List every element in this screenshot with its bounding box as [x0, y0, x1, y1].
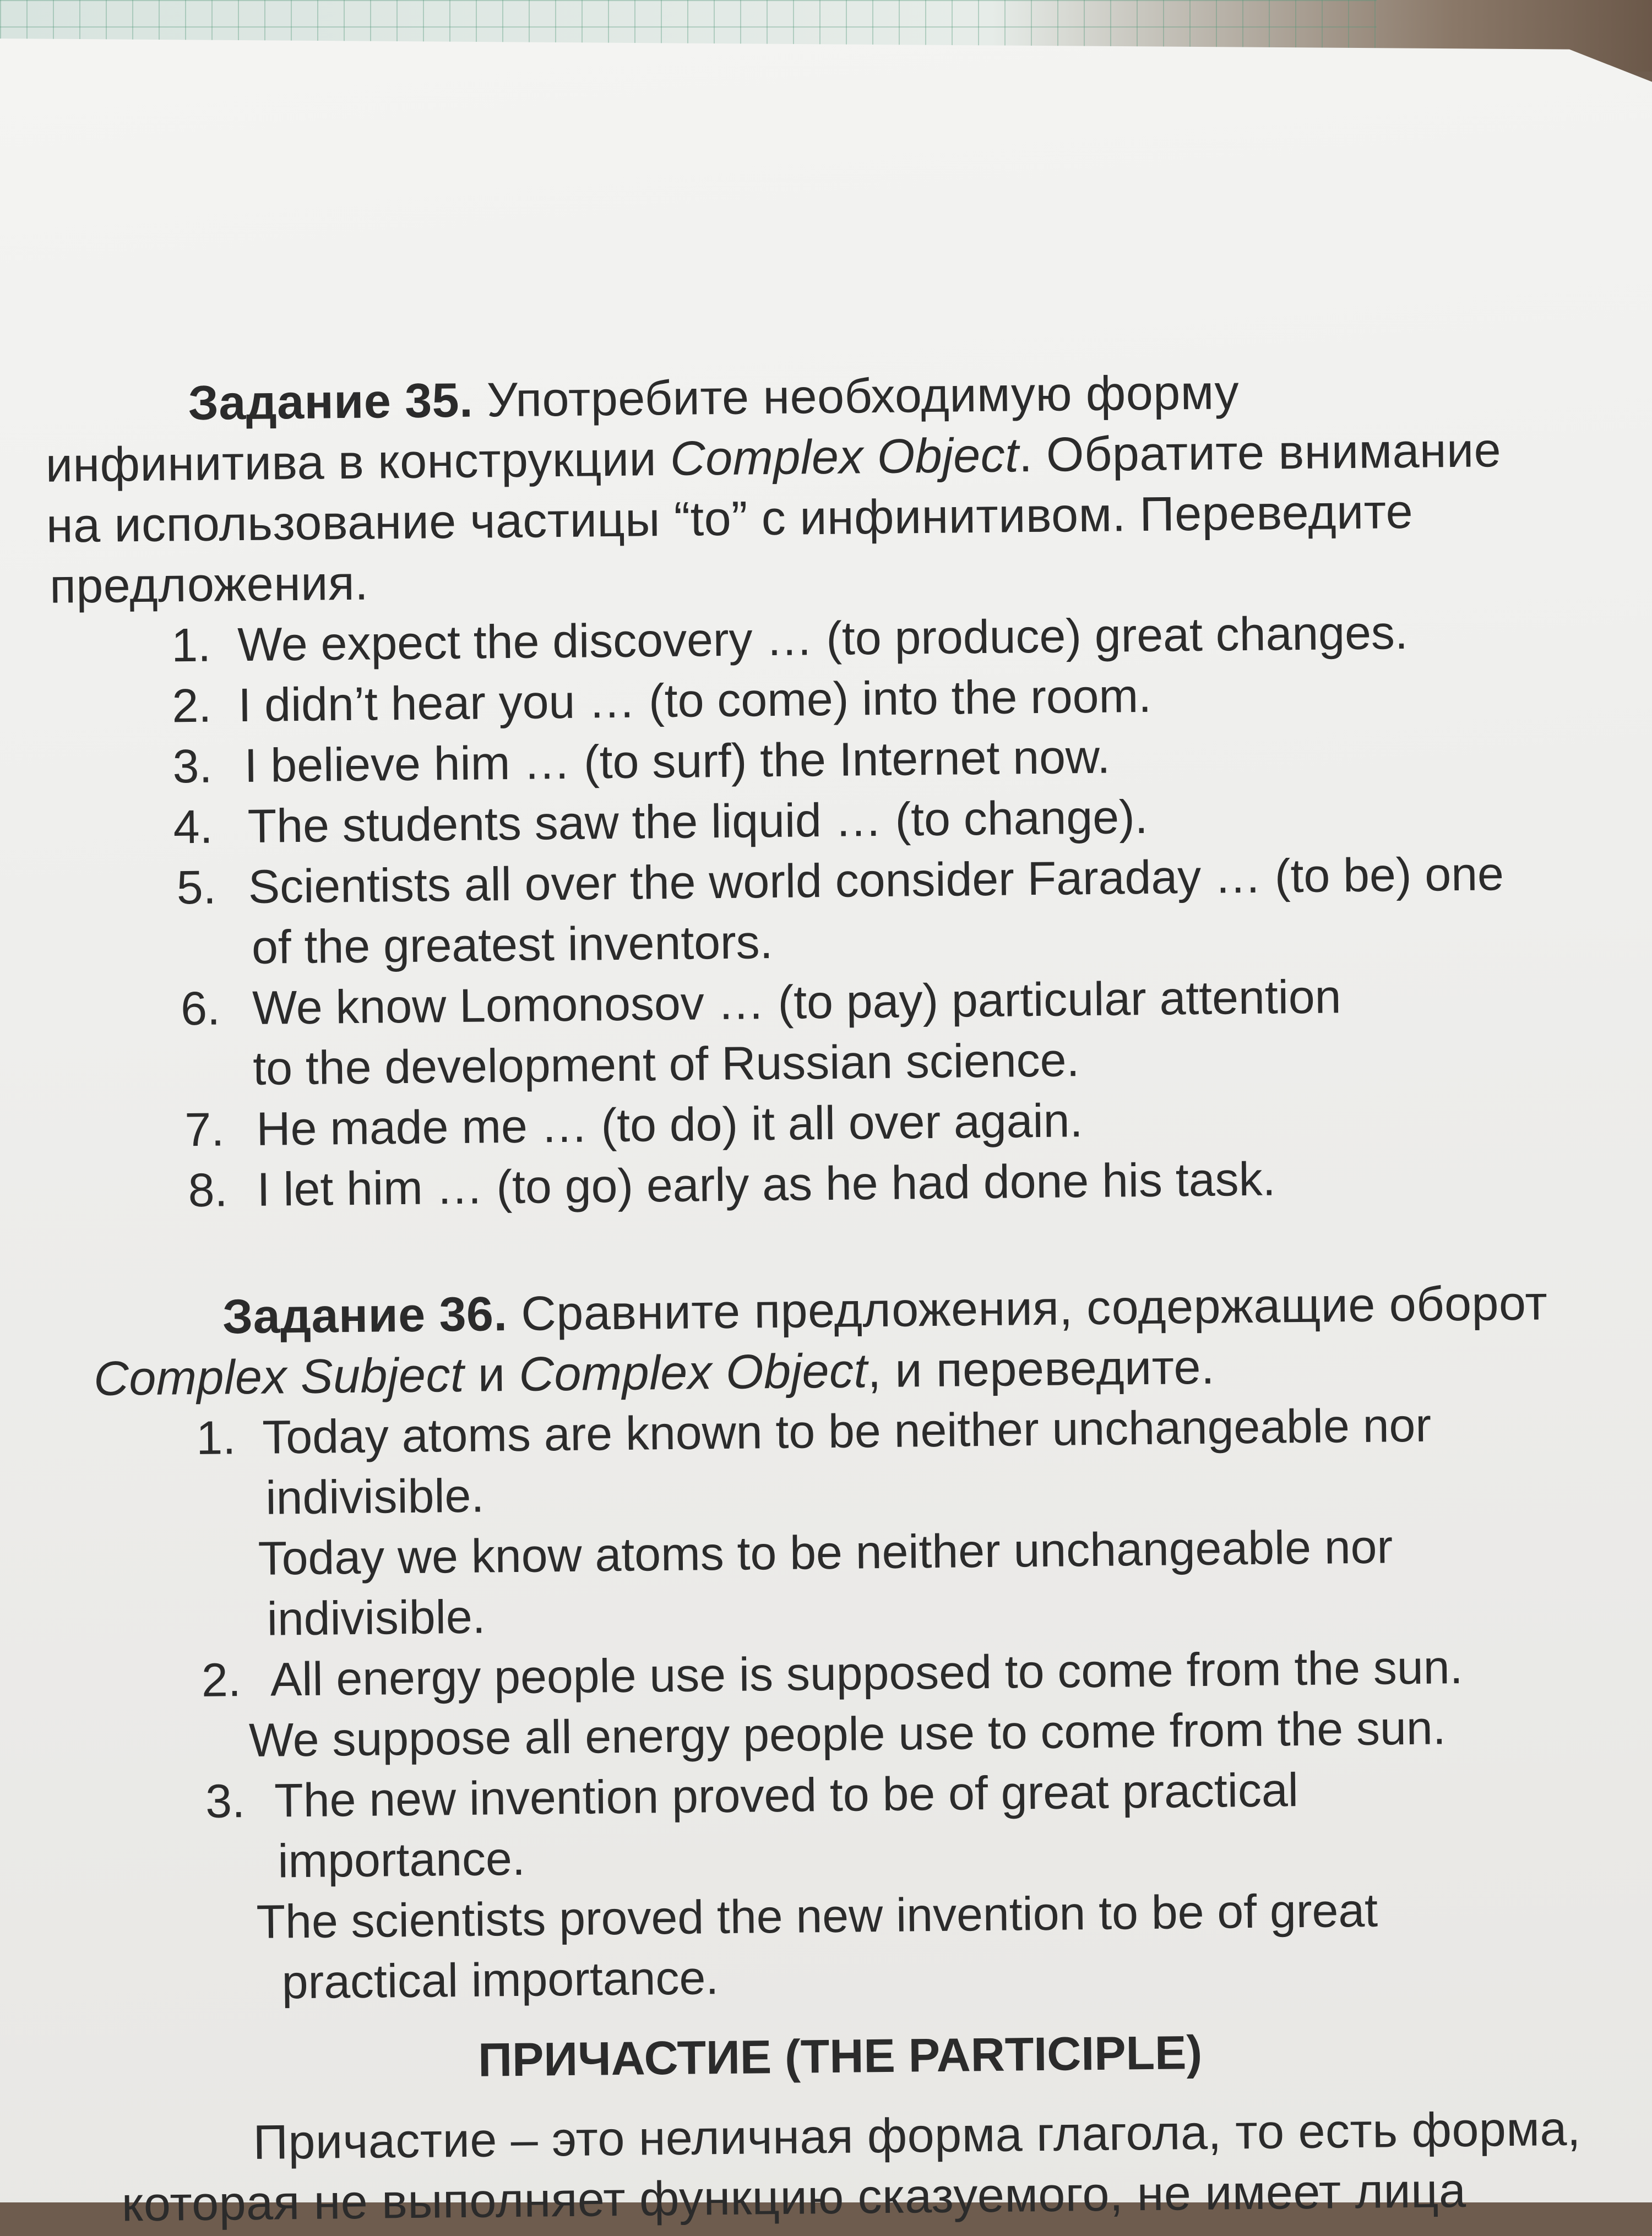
task35-item-number: 3.: [172, 739, 213, 793]
task36-item-text-b-cont: practical importance.: [281, 1951, 719, 2009]
task36-item-text-cont: importance.: [277, 1832, 526, 1888]
task36-complex-object: Complex Object: [518, 1343, 868, 1401]
task35-title-line: [188, 362, 1240, 433]
task35-item-text-cont: to the development of Russian science.: [252, 1033, 1080, 1095]
task35-item-number: 8.: [188, 1163, 228, 1217]
participle-heading: ПРИЧАСТИЕ (THE PARTICIPLE): [477, 2026, 1203, 2087]
task36-item-text: Today atoms are known to be neither unchangeable nor: [262, 1399, 1432, 1464]
task36-item-text-b: The scientists proved the new invention to be of great: [256, 1884, 1378, 1949]
task35-item-text: I didn’t hear you … (to come) into the room.: [237, 669, 1152, 732]
task36-item-number: 2.: [201, 1653, 242, 1707]
task36-and: и: [464, 1346, 519, 1402]
task35-intro-1: Употребите необходимую форму: [486, 364, 1240, 427]
task36-item-text-cont: indivisible.: [265, 1469, 485, 1525]
task36-item-text-b: Today we know atoms to be neither unchangeable nor: [258, 1520, 1393, 1585]
task36-item-number: 3.: [205, 1775, 246, 1828]
task35-item-number: 6.: [180, 982, 221, 1036]
task36-intro-1: Сравните предложения, содержащие оборот: [520, 1275, 1548, 1341]
task35-item-number: 5.: [176, 861, 217, 915]
task36-intro-line-2: [94, 1337, 1215, 1409]
task35-intro-line-3: на использование частицы “to” с инфинитивом. Переведите: [46, 483, 1414, 553]
task36-complex-subject: Complex Subject: [93, 1347, 465, 1406]
task36-title-line: [222, 1272, 1547, 1347]
task35-item-text: We expect the discovery … (to produce) great changes.: [237, 606, 1409, 672]
task35-item-text: I let him … (to go) early as he had done his task.: [257, 1152, 1276, 1216]
participle-line-2: которая не выполняет функцию сказуемого, не имеет лица: [121, 2162, 1466, 2232]
task35-intro-3: . Обратите внимание: [1018, 422, 1502, 482]
task35-item-text: I believe him … (to surf) the Internet now.: [244, 730, 1111, 793]
task35-intro-2: инфинитива в конструкции: [45, 431, 657, 492]
task35-item-number: 7.: [184, 1103, 225, 1157]
task35-item-text: The students saw the liquid … (to change).: [247, 790, 1149, 853]
task35-item-number: 4.: [173, 800, 213, 854]
task36-item-text: The new invention proved to be of great practical: [274, 1764, 1299, 1827]
task36-item-text: All energy people use is supposed to come from the sun.: [270, 1640, 1463, 1706]
task35-item-text: He made me … (to do) it all over again.: [256, 1094, 1083, 1156]
task36-item-number: 1.: [195, 1411, 236, 1465]
task35-item-text: Scientists all over the world consider Faraday … (to be) one: [248, 847, 1504, 913]
task36-item-text-b: We suppose all energy people use to come from the sun.: [248, 1701, 1447, 1767]
task35-complex-object: Complex Object: [670, 427, 1019, 486]
task35-label: Задание 35.: [188, 372, 474, 431]
task35-item-number: 2.: [171, 679, 212, 733]
task35-item-number: 1.: [171, 618, 211, 672]
task36-item-text-b-cont: indivisible.: [267, 1590, 486, 1646]
task35-intro-line-4: предложения.: [49, 555, 369, 613]
task36-intro-2: , и переведите.: [867, 1339, 1215, 1398]
participle-line-1: Причастие – это неличная форма глагола, то есть форма,: [253, 2101, 1582, 2169]
task36-label: Задание 36.: [222, 1286, 508, 1344]
task35-item-text: We know Lomonosov … (to pay) particular attention: [252, 970, 1341, 1035]
task35-item-text-cont: of the greatest inventors.: [251, 915, 774, 974]
